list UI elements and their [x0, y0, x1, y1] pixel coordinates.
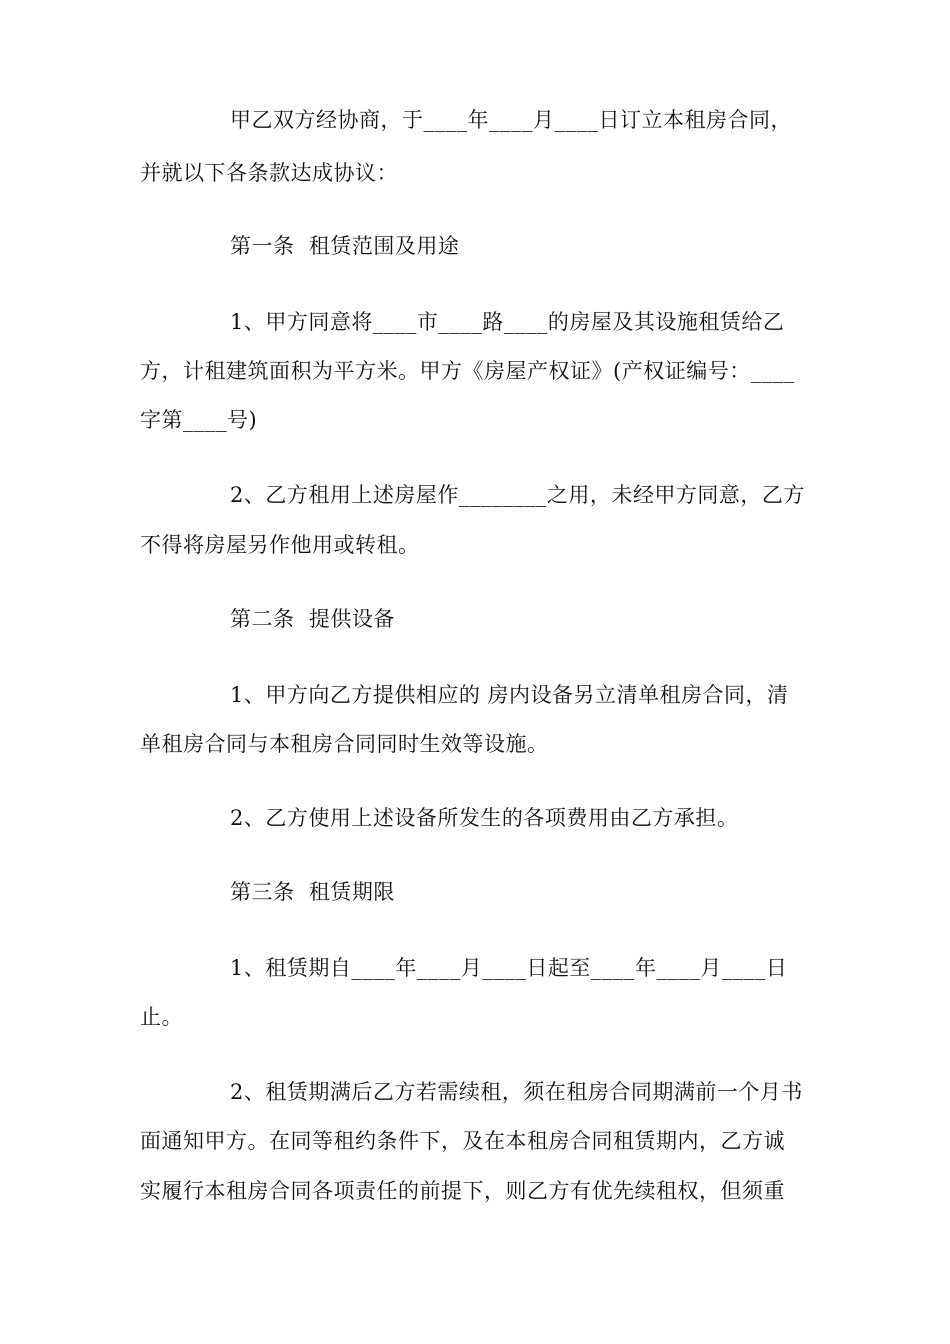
article1-item1-line-3: 字第____号): [140, 408, 258, 432]
article3-heading: 第三条 租赁期限: [230, 880, 395, 904]
article3-item1-line-1: 1、租赁期自____年____月____日起至____年____月____日: [230, 956, 788, 980]
article3-item2-line-2: 面通知甲方。在同等租约条件下，及在本租房合同租赁期内，乙方诚: [140, 1129, 785, 1153]
article1-item2-line-2: 不得将房屋另作他用或转租。: [140, 533, 420, 557]
article1-heading: 第一条 租赁范围及用途: [230, 234, 460, 258]
article2-heading: 第二条 提供设备: [230, 607, 395, 631]
article3-item2-line-1: 2、租赁期满后乙方若需续租，须在租房合同期满前一个月书: [230, 1080, 803, 1104]
article3-item1-line-2: 止。: [140, 1005, 183, 1029]
article1-item2-line-1: 2、乙方租用上述房屋作________之用，未经甲方同意，乙方: [230, 483, 805, 507]
intro-line-2: 并就以下各条款达成协议：: [140, 161, 398, 185]
article2-item1-line-2: 单租房合同与本租房合同同时生效等设施。: [140, 732, 549, 756]
intro-line-1: 甲乙双方经协商，于____年____月____日订立本租房合同，: [230, 108, 792, 132]
article2-item1-line-1: 1、甲方向乙方提供相应的 房内设备另立清单租房合同，清: [230, 683, 789, 707]
article3-item2-line-3: 实履行本租房合同各项责任的前提下，则乙方有优先续租权，但须重: [140, 1179, 785, 1203]
article1-item1-line-1: 1、甲方同意将____市____路____的房屋及其设施租赁给乙: [230, 310, 785, 334]
article2-item2-line-1: 2、乙方使用上述设备所发生的各项费用由乙方承担。: [230, 806, 739, 830]
article1-item1-line-2: 方，计租建筑面积为平方米。甲方《房屋产权证》(产权证编号：____: [140, 359, 795, 383]
